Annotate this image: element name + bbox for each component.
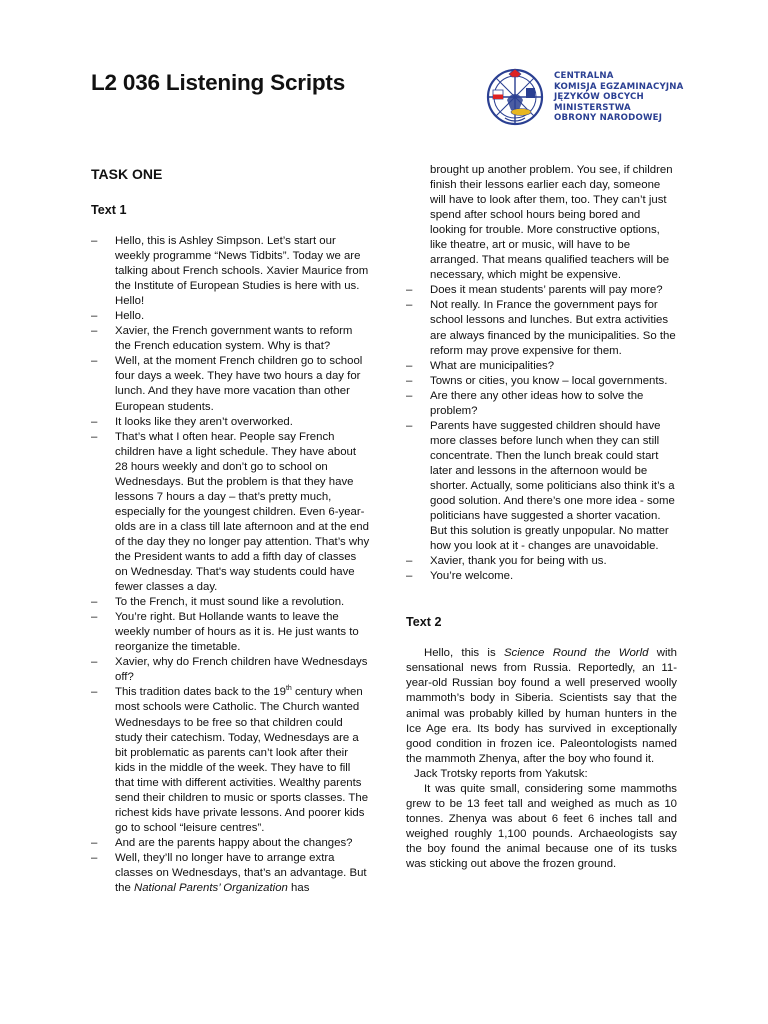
dialogue-line: – What are municipalities? — [406, 359, 677, 374]
dialogue-line: – Does it mean students’ parents will pay more? — [406, 283, 677, 298]
dialogue-text: century when most schools were Catholic. The Church wanted Wednesdays to be free so that children could study their catechism. Today, Wednesdays are a bit problematic as parents can’t look after their kids in the middle of the week. They have to fill that time with different activities. Wealthy parents send their children to music or sports classes. The richest kids have private lessons. And poorer kids go to school “leisure centres”. — [115, 686, 369, 834]
dialogue-line: – You’re welcome. — [406, 569, 677, 584]
task-heading: TASK ONE — [91, 166, 163, 182]
dialogue-line: – Well, at the moment French children go to school four days a week. They have two hours a day for lunch. And they have more vacation than other European students. — [91, 354, 371, 414]
logo-wordmark — [554, 71, 684, 124]
paragraph-text: Jack Trotsky reports from Yakutsk: — [414, 767, 588, 780]
dialogue-continuation: brought up another problem. You see, if children finish their lessons earlier each day, someone will have to look after them, too. They can’t just spend after school hours being bored and looking for trouble. More constructive options, like theatre, art or music, will have to be arranged. That means qualified teachers will be necessary, which might be expensive. — [430, 164, 673, 282]
organization-name: National Parents’ Organization — [134, 882, 288, 895]
logo-line: CENTRALNA — [554, 71, 614, 81]
text2-paragraph — [406, 767, 677, 782]
logo-line: KOMISJA EGZAMINACYJNA — [554, 81, 684, 92]
dialogue-line: – Are there any other ideas how to solve the problem? — [406, 389, 677, 419]
dialogue-line: – Xavier, why do French children have Wednesdays off? — [91, 655, 371, 685]
text2-heading: Text 2 — [406, 615, 442, 630]
dialogue-line: – To the French, it must sound like a revolution. — [91, 595, 371, 610]
dialogue-line: – Parents have suggested children should have more classes before lunch when they can still concentrate. Then the lunch break could start later and lessons in the afternoon would be shorter. Actually, some politicians also think it’s a good solution. And there’s one more idea - some politicians have suggested a shorter vacation. But this solution is greatly unpopular. No matter how you look at it - changes are unavoidable. — [406, 419, 677, 554]
dialogue-line: – It looks like they aren’t overworked. — [91, 415, 371, 430]
programme-name: Science Round the World — [503, 647, 649, 660]
dialogue-line: – You’re right. But Hollande wants to leave the weekly number of hours as it is. He just wants to reorganize the timetable. — [91, 610, 371, 655]
text2-paragraph — [406, 646, 677, 766]
dialogue-line: – Xavier, the French government wants to reform the French education system. Why is that? — [91, 324, 371, 354]
right-column — [406, 163, 677, 872]
dialogue-line: – Not really. In France the government pays for school lessons and lunches. But extra activities are always financed by the municipalities. So the reform may prove expensive for them. — [406, 298, 677, 358]
ckejo-logo-emblem — [485, 66, 555, 128]
page-title: L2 036 Listening Scripts — [91, 70, 346, 95]
text1-dialogue-right — [406, 163, 677, 584]
dialogue-line — [91, 851, 371, 896]
logo-line: OBRONY NARODOWEJ — [554, 113, 663, 124]
dialogue-line — [91, 685, 371, 835]
dialogue-text: This tradition dates back to the 19 — [115, 686, 286, 699]
superscript: th — [285, 685, 292, 693]
dialogue-text: has — [287, 882, 310, 895]
paragraph-text: with sensational news from Russia. Reportedly, an 11-year-old Russian boy found a well preserved woolly mammoth’s body in Siberia. Scientists say that the animal was probably killed by human hunters in the Ice Age era. Its body has survived in exceptionally good condition in frozen ice. Paleontologists named the mammoth Zhenya, after the boy who found it. — [406, 647, 678, 765]
dialogue-line: – Hello. — [91, 309, 371, 324]
left-column — [91, 165, 371, 896]
dialogue-text: Well, they’ll no longer have to arrange extra classes on Wednesdays, that’s an advantage. But the — [115, 851, 367, 895]
dialogue-line: – Xavier, thank you for being with us. — [406, 554, 677, 569]
dialogue-line: – Hello, this is Ashley Simpson. Let’s start our weekly programme “News Tidbits”. Today we are talking about French schools. Xavier Maurice from the Institute of European Studies is here with us. Hello! — [91, 234, 371, 309]
paragraph-text: Hello, this is — [424, 647, 504, 660]
dialogue-line: – And are the parents happy about the changes? — [91, 836, 371, 851]
logo-line: JĘZYKÓW OBCYCH — [554, 92, 644, 103]
paragraph-text: It was quite small, considering some mammoths grew to be 13 feet tall and weighed as much as 10 tonnes. Zhenya was about 6 feet 6 inches tall and weighed roughly 1,100 pounds. Archaeologists say the boy found the animal because one of its tusks was sticking out above the frozen ground. — [406, 782, 677, 870]
dialogue-line: – Towns or cities, you know – local governments. — [406, 374, 677, 389]
spacer — [406, 584, 677, 614]
dialogue-line: – That’s what I often hear. People say French children have a light schedule. They have about 28 hours weekly and don’t go to school on Wednesdays. But the problem is that they have lessons 7 hours a day – that’s pretty much, especially for the youngest children. Even 6-year-olds are in a class till late afternoon and at the end of the day they no longer pay attention. That’s why the President wants to add a fifth day of classes on Wednesday. That's way students could have fewer classes a day. — [91, 430, 371, 596]
text1-heading: Text 1 — [91, 203, 127, 217]
logo-line: MINISTERSTWA — [554, 102, 631, 113]
text2-paragraph — [406, 782, 677, 872]
text1-dialogue-left — [91, 234, 371, 896]
